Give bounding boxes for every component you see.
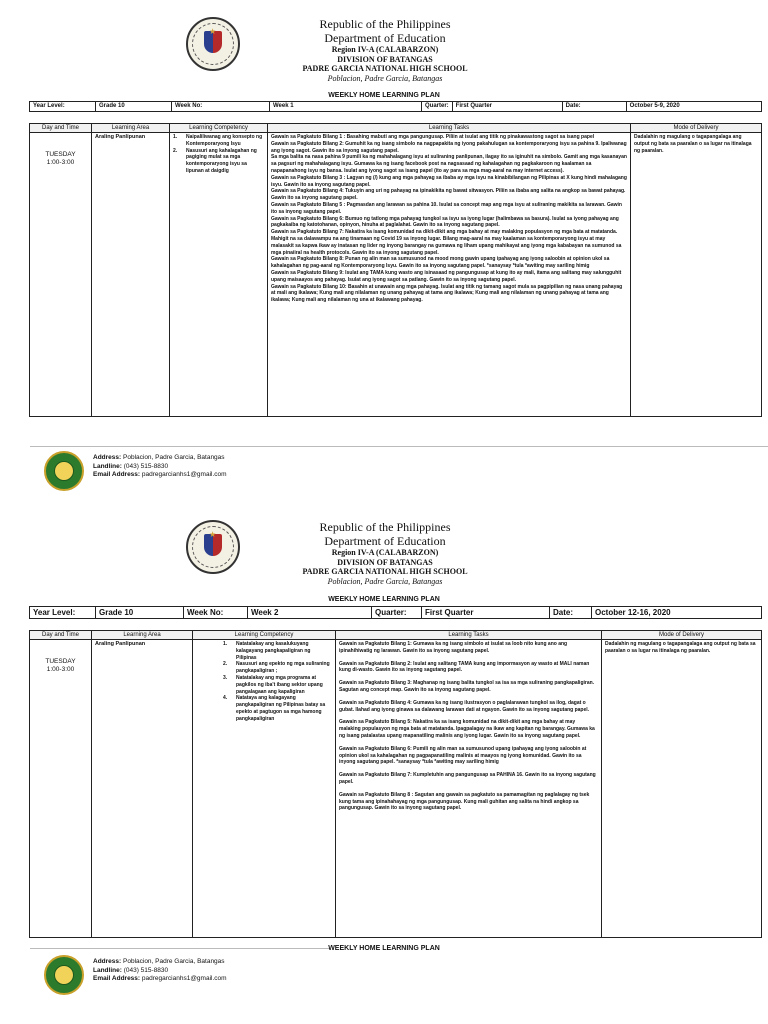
time-text: 1:00-3:00 bbox=[46, 159, 75, 166]
division-text: DIVISION OF BATANGAS bbox=[337, 557, 433, 567]
document-page-2 bbox=[0, 496, 768, 1024]
plan-title: WEEKLY HOME LEARNING PLAN bbox=[328, 92, 440, 99]
date-label: Date: bbox=[562, 102, 626, 112]
learning-task: Gawain sa Pagkatuto Bilang 5: Nakatira ka sa isang komunidad na dikit-dikit ang mga bahay at may malaking populasyon ng mga bata at matatanda. Ipagpalagay na ikaw ang kapitan ng barangay. Gumawa ka ng isang patalastas upang mapanatiling malinis ang iyong lugar. Gawin ito sa inyong sagutang papel. bbox=[339, 719, 595, 739]
school-address: Poblacion, Padre Garcia, Batangas bbox=[327, 576, 443, 586]
landline-value: (043) 515-8830 bbox=[123, 966, 169, 974]
learning-task: Gawain sa Pagkatuto Bilang 4: Tukuyin ang uri ng pahayag na ipinakikita ng bawat sitwasyon. Piliin sa ibaba ang salita na angkop sa bawat pahayag. Gawin ito sa inyong sagutang papel. bbox=[271, 188, 626, 202]
week-value: Week 1 bbox=[270, 102, 422, 112]
region-text: Region IV-A (CALABARZON) bbox=[331, 45, 439, 54]
learning-task: Gawain sa Pagkatuto Bilang 3 : Lagyan ng (/) kung ang mga pahayag sa ibaba ay mga isyu na kinabibilangan ng Pilipinas at X kung hindi mahalagang isyu. Gawin ito sa inyong sagutang papel. bbox=[271, 174, 627, 188]
col-mode-of-delivery: Mode of Delivery bbox=[631, 124, 762, 133]
day-text: TUESDAY bbox=[45, 658, 76, 665]
email-value: padregarcianhs1@gmail.com bbox=[141, 471, 227, 478]
year-level-label: Year Level: bbox=[30, 102, 96, 112]
school-logo-icon bbox=[44, 955, 84, 995]
school-name: PADRE GARCIA NATIONAL HIGH SCHOOL bbox=[302, 64, 468, 73]
department-text: Department of Education bbox=[324, 31, 446, 45]
learning-task: Gawain sa Pagkatuto Bilang 3: Maghanap ng isang balita tungkol sa isa sa mga suliraning pangkapaligiran. Sagutan ang concept map. Gawin ito sa inyong sagutang papel. bbox=[339, 680, 595, 693]
plan-meta-table bbox=[29, 606, 762, 619]
col-day-time: Day and Time bbox=[30, 124, 92, 133]
plan-title: WEEKLY HOME LEARNING PLAN bbox=[328, 596, 440, 603]
plan-meta-table bbox=[29, 101, 762, 112]
competency-item bbox=[223, 661, 332, 675]
learning-area-cell: Araling Panlipunan bbox=[92, 640, 193, 938]
competency-number: 1. bbox=[173, 134, 178, 140]
competency-list bbox=[223, 641, 332, 723]
day-time-cell bbox=[30, 133, 92, 417]
school-address: Poblacion, Padre Garcia, Batangas bbox=[327, 73, 443, 83]
col-learning-tasks: Learning Tasks bbox=[268, 124, 631, 133]
email-value: padregarcianhs1@gmail.com bbox=[141, 975, 227, 982]
col-learning-area: Learning Area bbox=[92, 124, 170, 133]
landline-label: Landline: bbox=[93, 462, 122, 470]
learning-task: Gawain sa Pagkatuto Bilang 1 : Basahing mabuti ang mga pangungusap. Piliin at isulat ang titik ng pinakawastong sagot sa isang papel bbox=[271, 134, 595, 140]
day-text: TUESDAY bbox=[45, 151, 76, 158]
learning-task: Gawain sa Pagkatuto Bilang 7: Kumpletuhin ang pangungusap sa PAHINA 16. Gawin ito sa inyong sagutang papel. bbox=[339, 772, 596, 785]
competency-item bbox=[173, 148, 264, 175]
col-learning-area: Learning Area bbox=[92, 631, 193, 640]
year-level-value: Grade 10 bbox=[96, 102, 172, 112]
week-label: Week No: bbox=[184, 607, 248, 619]
learning-task: Gawain sa Pagkatuto Bilang 4: Gumawa ka ng isang ilustrasyon o paglalarawan tungkol sa ilog, dagat o gubat. Ilahad ang iyong ginawa sa dalawang larawan dati at ngayon. Gawin ito sa inyong sagutang papel. bbox=[339, 699, 590, 713]
competency-item bbox=[173, 134, 264, 148]
landline-value: (043) 515-8830 bbox=[123, 462, 169, 470]
date-value: October 12-16, 2020 bbox=[592, 607, 762, 619]
learning-task: Gawain sa Pagkatuto Bilang 9: Isulat ang TAMA kung wasto ang isinasaad ng pangungusap at kung ito ay mali, itama ang salitang may salungguhit upang maisaayos ang pahayag. Isulat ang iyong sagot sa patlang. Gawin ito sa inyong sagutang papel. bbox=[271, 269, 622, 283]
col-learning-tasks: Learning Tasks bbox=[336, 631, 602, 640]
page3-title: WEEKLY HOME LEARNING PLAN bbox=[328, 945, 440, 952]
competency-number: 1. bbox=[223, 641, 228, 647]
quarter-label: Quarter: bbox=[372, 607, 422, 619]
document-page-1 bbox=[0, 0, 768, 496]
address-value: Poblacion, Padre Garcia, Batangas bbox=[123, 454, 225, 461]
school-name: PADRE GARCIA NATIONAL HIGH SCHOOL bbox=[302, 567, 468, 576]
competency-text: Natatalakay ang mga programa at pagkilos ng iba't ibang sektor upang pangalagaan ang kapaligiran bbox=[236, 674, 323, 695]
mode-of-delivery-cell: Dadalahin ng magulang o tagapangalaga ang output ng bata sa paaralan o sa lugar na itinalaga ng paaralan. bbox=[631, 133, 762, 417]
competency-list bbox=[173, 134, 264, 175]
date-label: Date: bbox=[550, 607, 592, 619]
plan-grid-table bbox=[29, 123, 762, 417]
year-level-label: Year Level: bbox=[30, 607, 96, 619]
address-label: Address: bbox=[93, 454, 122, 461]
col-mode-of-delivery: Mode of Delivery bbox=[602, 631, 762, 640]
learning-task: Gawain sa Pagkatuto Bilang 7: Nakatira ka isang komunidad na dikit-dikit ang mga bahay at may malaking populasyon ng mga bata at matatanda. Mahigit na sa dalawampu na ang tinamaan ng Covid 19 sa inyong lugar. Bilang mag-aaral na may kaalaman sa kontemporaryong isyu at may malasakit sa kapwa ikaw ay inatasan ng lider ng inyong barangay na gumawa ng liham upang mahikayat ang iyong mga kababayan na sumunod sa mga pinaiiral na health protocols. Gawin ito sa inyong sagutang papel. bbox=[271, 229, 622, 256]
address-label: Address: bbox=[93, 958, 122, 965]
school-logo-icon bbox=[44, 451, 84, 491]
learning-task: Gawain sa Pagkatuto Bilang 2: Isulat ang salitang TAMA kung ang impormasyon ay wasto at MALI naman kung di-wasto. Gawin ito sa inyong sagutang papel. bbox=[339, 660, 590, 674]
col-day-time: Day and Time bbox=[30, 631, 92, 640]
learning-task: Gawain sa Pagkatuto Bilang 1: Gumawa ka ng isang simbolo at isulat sa loob nito kung ano ang ipinahihiwatig ng larawan. Gawin ito sa inyong sagutang papel. bbox=[339, 641, 568, 654]
competency-text: Naipaliliwanag ang konsepto ng Kontemporaryong Isyu bbox=[186, 134, 263, 147]
col-learning-competency: Learning Competency bbox=[193, 631, 336, 640]
competency-cell bbox=[170, 133, 268, 417]
learning-task: Gawain sa Pagkatuto Bilang 10: Basahin at unawain ang mga pahayag. Isulat ang titik ng tamang sagot mula sa pagpipilian ng nasa unang pahayag at mali ang ikalawa; Kung mali ang nilalaman ng unang pahayag at tama ang ikalawa; Kung mali ang nilalaman ng unang pahayag at tama ang ikalawa; Kung mali ang nilalaman ng una at ikalawang pahayag. bbox=[271, 283, 623, 304]
footer-contact bbox=[93, 958, 227, 984]
competency-text: Natatalakay ang kasalukuyang kalagayang pangkapaligiran ng Pilipinas bbox=[236, 641, 311, 661]
republic-text: Republic of the Philippines bbox=[319, 17, 451, 31]
competency-text: Natataya ang kalagayang pangkapaligiran ng Pilipinas batay sa epekto at pagtugon sa mga hamong pangkapaligiran bbox=[236, 695, 326, 722]
email-label: Email Address: bbox=[93, 975, 141, 982]
day-time-cell bbox=[30, 640, 92, 938]
learning-tasks-cell bbox=[336, 640, 602, 938]
learning-area-cell: Araling Panlipunan bbox=[92, 133, 170, 417]
learning-tasks-cell bbox=[268, 133, 631, 417]
plan-grid-table bbox=[29, 630, 762, 938]
competency-number: 2. bbox=[173, 147, 178, 154]
quarter-value: First Quarter bbox=[452, 102, 562, 112]
mode-of-delivery-cell: Dadalahin ng magulang o tagapangalaga ang output ng bata sa paaralan o sa lugar na itinalaga ng paaralan. bbox=[602, 640, 762, 938]
learning-task: Gawain sa Pagkatuto Bilang 6: Bumuo ng tatlong mga pahayag tungkol sa isyu sa iyong lugar (halimbawa sa basura). Isulat sa iyong pahayag ang pagkakaiba ng katotohanan, opinyon, hinuha at paglalahat. Gawin ito sa inyong sagutang papel. bbox=[271, 215, 619, 229]
year-level-value: Grade 10 bbox=[96, 607, 184, 619]
learning-task: Gawain sa Pagkatuto Bilang 2: Gumuhit ka ng isang simbolo na nagpapakita ng iyong pakahulugan sa kontemporaryong isyu sa pahina 9. Ipaliwanag ang iyong sagot. Gawin ito sa inyong sagutang papel. bbox=[271, 140, 627, 154]
letterhead bbox=[240, 520, 530, 586]
competency-text: Nasusuri ang epekto ng mga suliraning pangkapaligiran ; bbox=[236, 661, 330, 675]
letterhead bbox=[240, 17, 530, 83]
division-text: DIVISION OF BATANGAS bbox=[337, 54, 433, 64]
time-text: 1:00-3:00 bbox=[46, 666, 75, 673]
competency-number: 4. bbox=[223, 695, 228, 702]
learning-task: Gawain sa Pagkatuto Bilang 8: Punan ng alin man sa sumusunod na mood mong gawin upang ipahayag ang iyong saloobin at opinion ukol sa kahalagahan ng pag-aaral ng Kontemporaryong Isyu. Gawin ito sa inyong sagutang papel. *sanaysay *tula *awiting may sariling himig bbox=[271, 256, 610, 270]
learning-task: Gawain sa Pagkatuto Bilang 5 : Pagmasdan ang larawan sa pahina 10. Isulat sa concept map ang mga isyu at suliraning makikita sa larawan. Gawin ito sa inyong sagutang papel. bbox=[271, 201, 622, 215]
competency-cell bbox=[193, 640, 336, 938]
learning-task: Gawain sa Pagkatuto Bilang 6: Pumili ng alin man sa sumusunod upang ipahayag ang iyong saloobin at opinion ukol sa kahalagahan ng pagpapanatiling malinis at maayos ng iyong komunidad. Gawin ito sa inyong sagutang papel. *sanaysay *tula *awiting may sariling himig bbox=[339, 745, 587, 766]
footer-divider bbox=[30, 446, 768, 447]
learning-task: Sa mga balita na nasa pahina 9 pumili ka ng mahahalagang isyu at suliraning panlipunan, ilagay ito sa iginuhit na simbolo. Gamit ang mga kasanayan sa pagsuri ng mahahalagang isyu. Gumawa ka ng isang facebook post na nagsasaad ng kahalagahan ng pagkakaroon ng kaalaman sa napapanahong isyu ng bansa. Isulat ang iyong sagot sa isang papel (ito ay para sa mga mag-aaral na may internet access). bbox=[271, 154, 627, 174]
email-label: Email Address: bbox=[93, 471, 141, 478]
competency-number: 2. bbox=[223, 661, 228, 668]
learning-task: Gawain sa Pagkatuto Bilang 8 : Sagutan ang gawain sa pagkatuto sa pamamagitan ng paglalagay ng tsek kung tama ang ipinahahayag ng mga pangungusap. Kung mali guhitan ang salita na hindi angkop sa pangungusap. Gawin ito sa inyong sagutang papel. bbox=[339, 791, 590, 812]
deped-seal-icon: ★ bbox=[186, 520, 240, 574]
deped-seal-icon: ★ bbox=[186, 17, 240, 71]
landline-label: Landline: bbox=[93, 966, 122, 974]
region-text: Region IV-A (CALABARZON) bbox=[331, 548, 439, 557]
col-learning-competency: Learning Competency bbox=[170, 124, 268, 133]
competency-text: Nasusuri ang kahalagahan ng pagiging mulat sa mga kontemporaryong isyu sa lipunan at daigdig bbox=[186, 147, 257, 174]
quarter-value: First Quarter bbox=[422, 607, 550, 619]
competency-item bbox=[223, 695, 332, 722]
address-value: Poblacion, Padre Garcia, Batangas bbox=[123, 958, 225, 965]
date-value: October 5-9, 2020 bbox=[626, 102, 761, 112]
week-label: Week No: bbox=[172, 102, 270, 112]
quarter-label: Quarter: bbox=[422, 102, 453, 112]
competency-number: 3. bbox=[223, 674, 228, 681]
competency-item bbox=[223, 675, 332, 695]
footer-contact bbox=[93, 454, 227, 480]
republic-text: Republic of the Philippines bbox=[319, 520, 451, 534]
department-text: Department of Education bbox=[324, 534, 446, 548]
week-value: Week 2 bbox=[248, 607, 372, 619]
competency-item bbox=[223, 641, 332, 661]
